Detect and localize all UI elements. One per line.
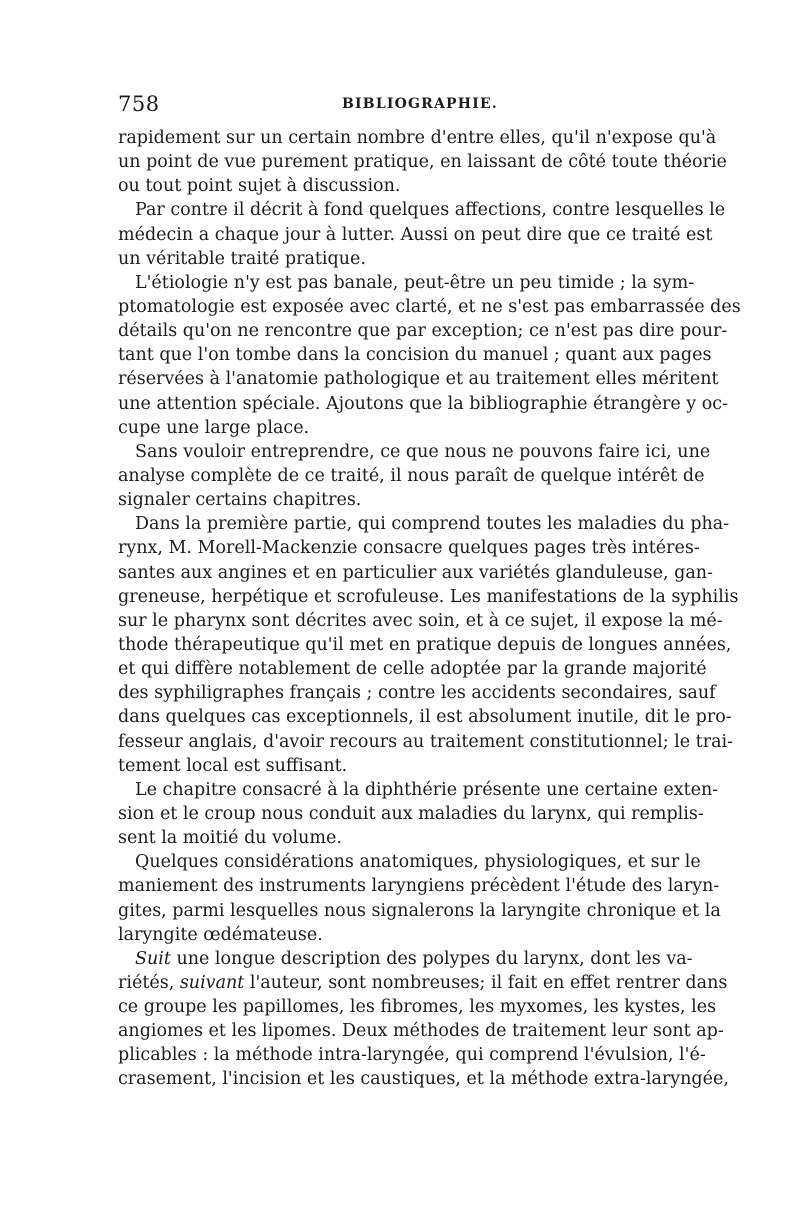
paragraph (118, 947, 729, 1092)
text-line: ptomatologie est exposée avec clarté, et ne s'est pas embarrassée des (118, 296, 741, 317)
text-line: Le chapitre consacré à la diphthérie présente une certaine exten- (135, 779, 719, 800)
body-text (118, 126, 741, 1092)
text-line: un point de vue purement pratique, en laissant de côté toute théorie (118, 152, 727, 173)
text-line: fesseur anglais, d'avoir recours au traitement constitutionnel; le trai- (118, 731, 734, 752)
text-line: ou tout point sujet à discussion. (118, 176, 401, 197)
text-line: Sans vouloir entreprendre, ce que nous ne pouvons faire ici, une (135, 441, 711, 462)
text-line: sur le pharynx sont décrites avec soin, et à ce sujet, il expose la mé- (118, 610, 723, 631)
text-line: sion et le croup nous conduit aux maladies du larynx, qui remplis- (118, 803, 704, 824)
italic-word: suivant (179, 972, 245, 993)
text-line: Suit une longue description des polypes du larynx, dont les va- (135, 948, 693, 969)
italic-word: Suit (135, 948, 171, 969)
text-line: angiomes et les lipomes. Deux méthodes de traitement leur sont ap- (118, 1021, 724, 1042)
text-line: laryngite œdémateuse. (118, 924, 323, 945)
text-line: riétés, suivant l'auteur, sont nombreuses; il fait en effet rentrer dans (118, 972, 728, 993)
text-line: réservées à l'anatomie pathologique et au traitement elles méritent (118, 369, 719, 390)
text-line: et qui diffère notablement de celle adoptée par la grande majorité (118, 659, 707, 680)
paragraph (118, 778, 719, 850)
text-line: des syphiligraphes français ; contre les accidents secondaires, sauf (118, 683, 716, 704)
paragraph (118, 850, 721, 947)
running-head (118, 92, 688, 120)
text-line: thode thérapeutique qu'il met en pratique depuis de longues années, (118, 634, 732, 655)
paragraph (118, 198, 726, 270)
page-number: 758 (118, 92, 160, 116)
text-line: signaler certains chapitres. (118, 490, 362, 511)
text-line: Dans la première partie, qui comprend toutes les maladies du pha- (135, 514, 730, 535)
text-line: sent la moitié du volume. (118, 828, 342, 849)
text-line: dans quelques cas exceptionnels, il est absolument inutile, dit le pro- (118, 707, 732, 728)
text-line: Quelques considérations anatomiques, physiologiques, et sur le (135, 852, 701, 873)
text-line: rapidement sur un certain nombre d'entre elles, qu'il n'expose qu'à (118, 128, 717, 148)
running-title: BIBLIOGRAPHIE. (342, 96, 498, 112)
text-line: crasement, l'incision et les caustiques, et la méthode extra-laryngée, (118, 1069, 729, 1090)
text-line: cupe une large place. (118, 417, 310, 438)
text-line: plicables : la méthode intra-laryngée, qui comprend l'évulsion, l'é- (118, 1045, 706, 1066)
text-line: ce groupe les papillomes, les fibromes, les myxomes, les kystes, les (118, 997, 717, 1018)
text-line: détails qu'on ne rencontre que par exception; ce n'est pas dire pour- (118, 321, 728, 342)
text-line: Par contre il décrit à fond quelques affections, contre lesquelles le (135, 200, 726, 221)
text-line: gites, parmi lesquelles nous signalerons la laryngite chronique et la (118, 900, 721, 921)
text-line: un véritable traité pratique. (118, 248, 366, 269)
text-line: rynx, M. Morell-Mackenzie consacre quelques pages très intéres- (118, 538, 700, 559)
text-line: analyse complète de ce traité, il nous paraît de quelque intérêt de (118, 465, 705, 486)
text-line: L'étiologie n'y est pas banale, peut-être un peu timide ; la sym- (135, 272, 695, 293)
paragraph (118, 440, 711, 512)
text-line: santes aux angines et en particulier aux variétés glanduleuse, gan- (118, 562, 713, 583)
text-line: tement local est suffisant. (118, 755, 348, 776)
paragraph (118, 126, 727, 198)
text-line: greneuse, herpétique et scrofuleuse. Les manifestations de la syphilis (118, 586, 739, 607)
text-line: médecin a chaque jour à lutter. Aussi on peut dire que ce traité est (118, 224, 713, 245)
paragraph (118, 271, 741, 440)
paragraph (118, 512, 739, 778)
text-line: maniement des instruments laryngiens précèdent l'étude des laryn- (118, 876, 720, 897)
text-line: tant que l'on tombe dans la concision du manuel ; quant aux pages (118, 345, 712, 366)
text-line: une attention spéciale. Ajoutons que la bibliographie étrangère y oc- (118, 393, 728, 414)
